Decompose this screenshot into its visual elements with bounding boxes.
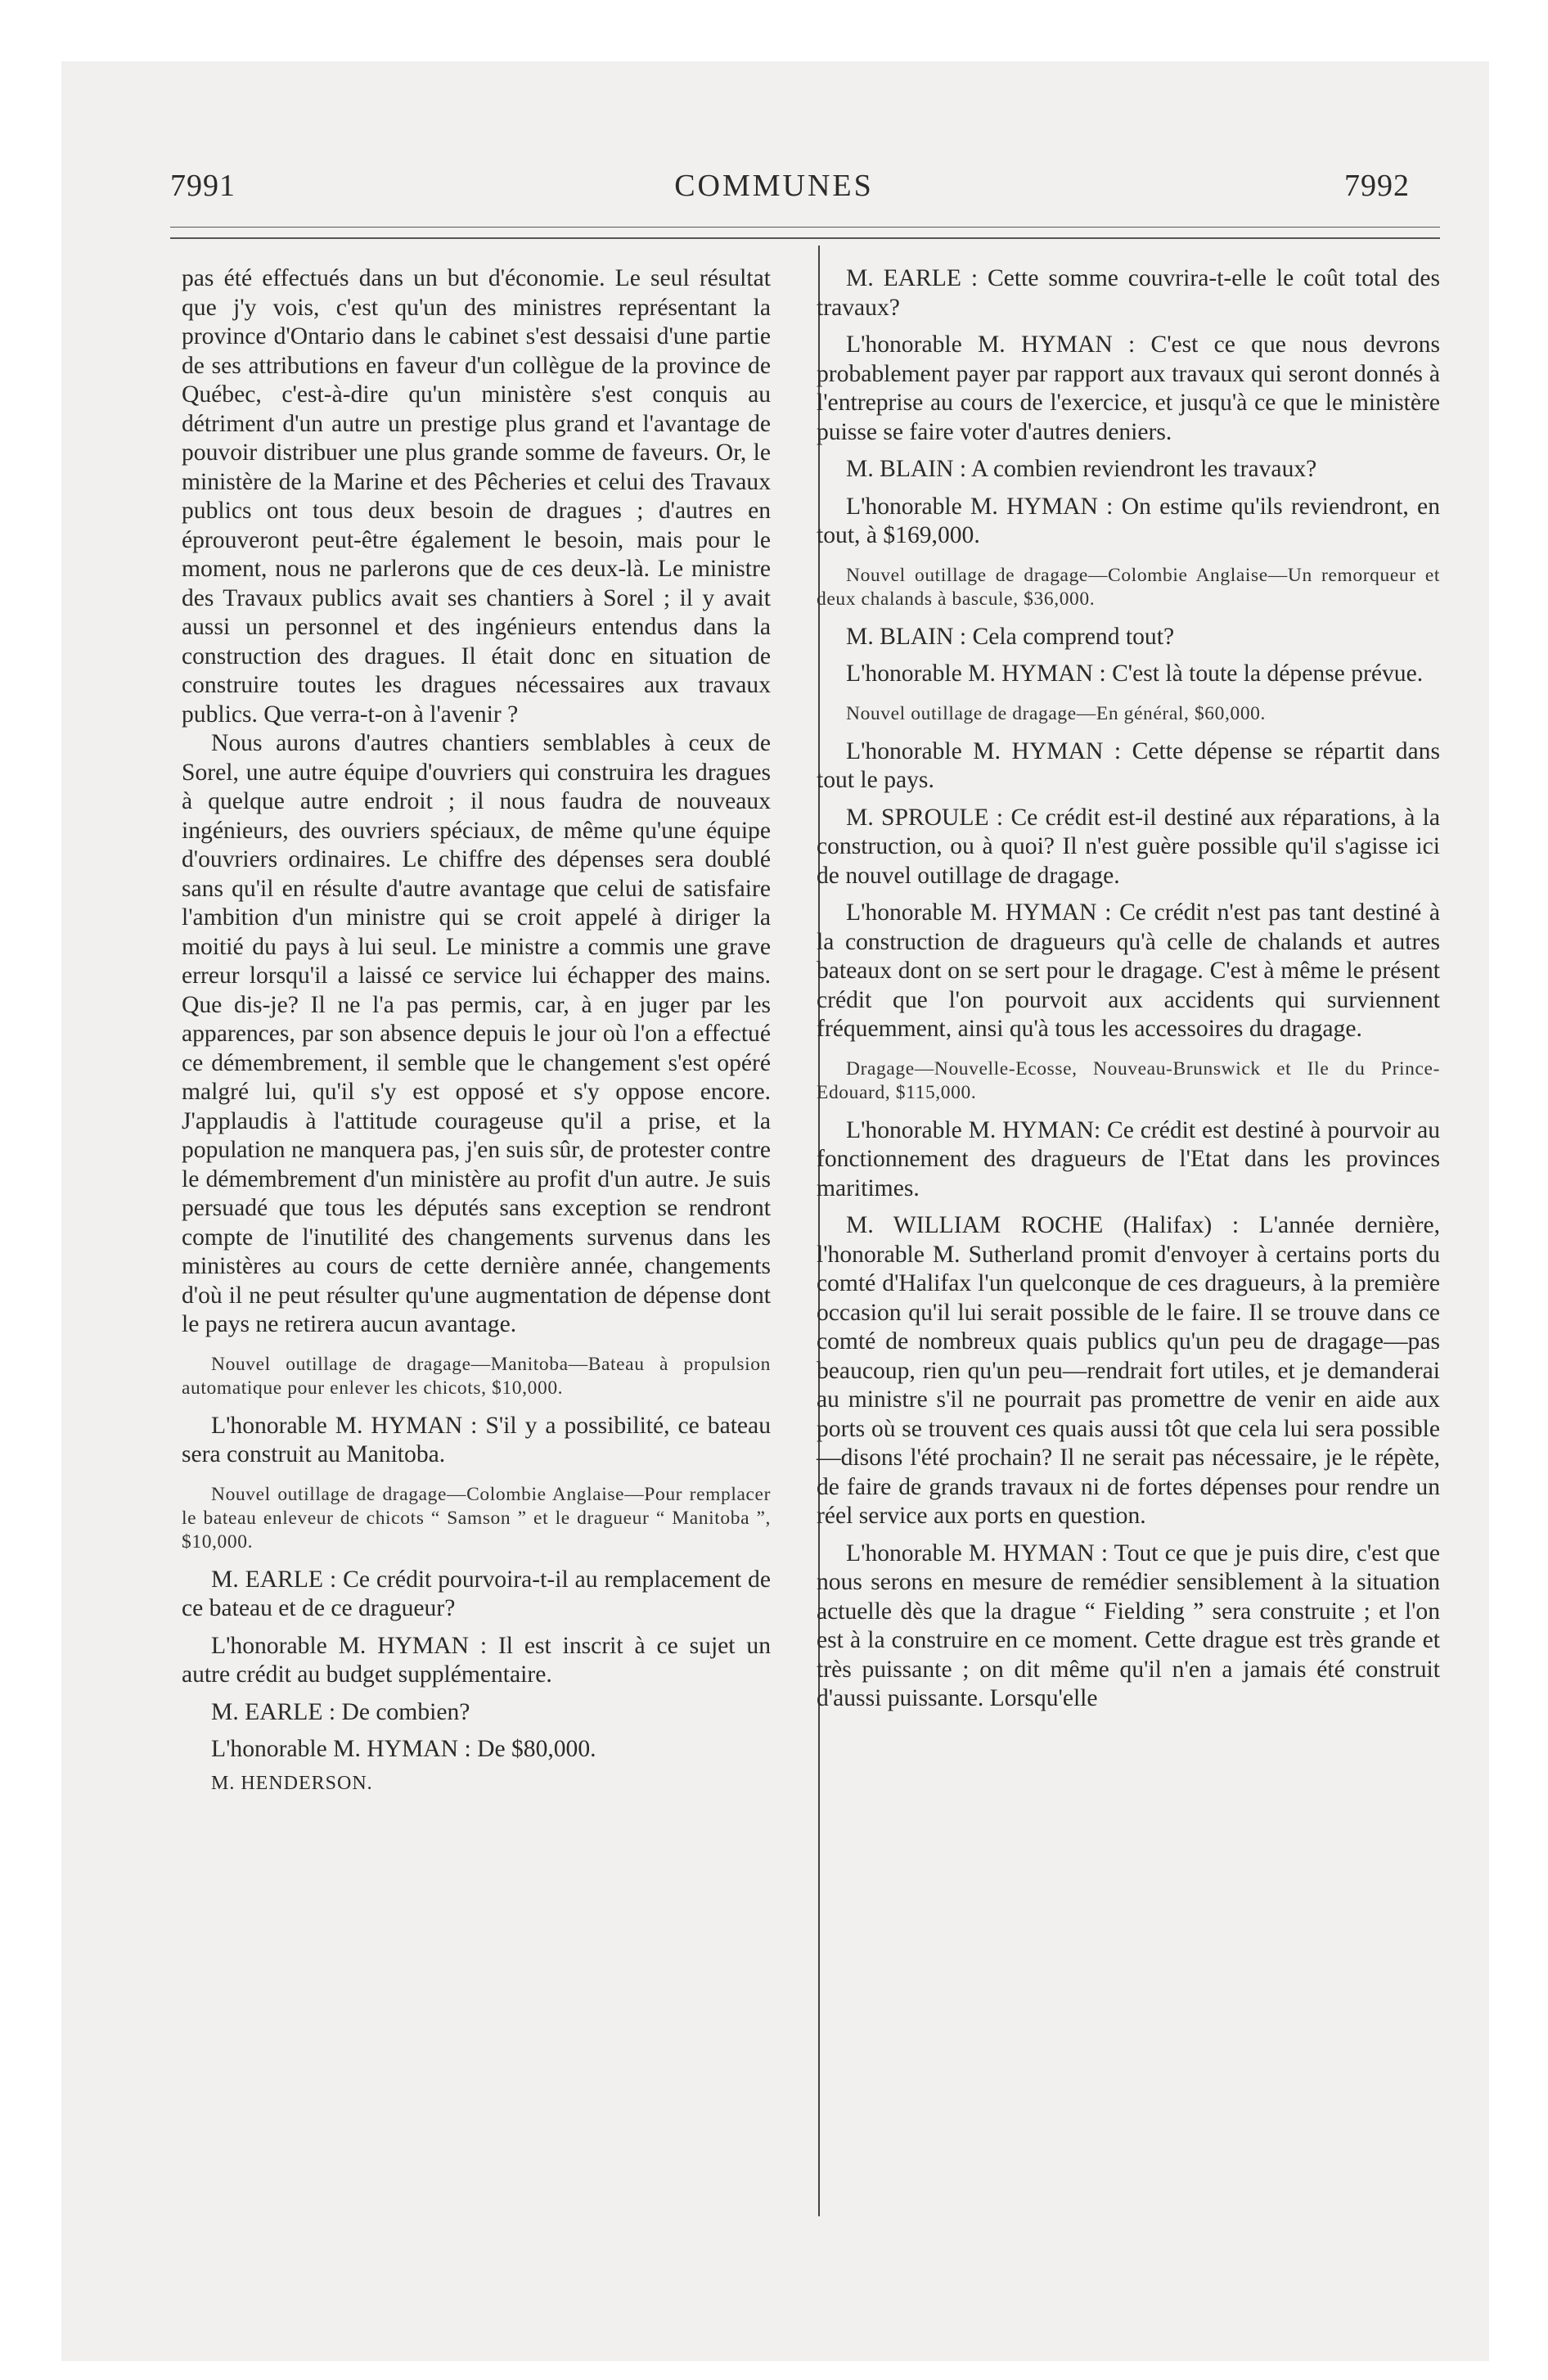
budget-item: Nouvel outillage de dragage—En général, $60,000. (846, 702, 1267, 724)
page-number-right: 7992 (1344, 169, 1410, 203)
speaker-paragraph: L'honorable M. HYMAN : C'est là toute la dépense prévue. (846, 660, 1424, 687)
speaker-paragraph: L'honorable M. HYMAN : De $80,000. (211, 1736, 596, 1762)
paragraph: Nous aurons d'autres chantiers semblables à ceux de Sorel, une autre équipe d'ouvriers qui construira les dragues à quelque autre endroit ; il nous faudra de nouveaux ingénieurs, des ouvriers spéciaux, de même qu'une équipe d'ouvriers ordinaires. Le chiffre des dépenses sera doublé sans qu'il en résulte d'autre avantage que celui de satisfaire l'ambition d'un ministre qui se croit appelé à diriger la moitié du pays à lui seul. Le ministre a commis une grave erreur lorsqu'il a laissé ce service lui échapper des mains. Que dis-je? Il ne l'a pas permis, car, à en juger par les apparences, par son absence depuis le jour où l'on a effectué ce démembrement, il semble que le changement s'est opéré malgré lui, qu'il s'y est opposé et s'y oppose encore. J'applaudis à l'attitude courageuse qu'il a prise, et la population ne manquera pas, j'en suis sûr, de protester contre le démembrement d'un ministère au profit d'un autre. Je suis persuadé que tous les députés sans exception se rendront compte de l'inutilité des changements survenus dans les ministères au cours de cette dernière année, changements d'où il ne peut résulter qu'une augmentation de dépense dont le pays ne retirera aucun avantage. (182, 730, 771, 1337)
speaker-paragraph: L'honorable M. HYMAN : On estime qu'ils reviendront, en tout, à $169,000. (817, 493, 1440, 548)
right-column (815, 264, 1440, 1714)
speaker-paragraph: M. EARLE : Ce crédit pourvoira-t-il au remplacement de ce bateau et de ce dragueur? (182, 1566, 771, 1621)
budget-item: Nouvel outillage de dragage—Colombie Anglaise—Pour remplacer le bateau enleveur de chicots “ Samson ” et le dragueur “ Manitoba ”, $10,000. (182, 1483, 771, 1553)
speaker-paragraph: M. EARLE : Cette somme couvrira-t-elle le coût total des travaux? (817, 265, 1440, 321)
header-rule-bottom (170, 237, 1440, 239)
running-title: COMMUNES (674, 169, 874, 203)
budget-item: Dragage—Nouvelle-Ecosse, Nouveau-Brunswick et Ile du Prince-Edouard, $115,000. (817, 1057, 1440, 1103)
speaker-paragraph: L'honorable M. HYMAN : S'il y a possibilité, ce bateau sera construit au Manitoba. (182, 1412, 771, 1467)
speaker-paragraph: L'honorable M. HYMAN : Ce crédit n'est pas tant destiné à la construction de dragueurs qu'à celle de chalands et autres bateaux dont on se sert pour le dragage. C'est à même le présent crédit que l'on pourvoit aux accidents qui surviennent fréquemment, ainsi qu'à tous les accessoires du dragage. (817, 899, 1440, 1042)
paragraph: pas été effectués dans un but d'économie. Le seul résultat que j'y vois, c'est qu'un des ministres représentant la province d'Ontario dans le cabinet s'est dessaisi d'une partie de ses attributions en faveur d'un collègue de la province de Québec, c'est-à-dire qu'un ministère s'est conquis au détriment d'un autre un prestige plus grand et l'avantage de pouvoir distribuer une plus grande somme de faveurs. Or, le ministère de la Marine et des Pêcheries et celui des Travaux publics ont tous deux besoin de dragues ; d'autres en éprouveront peut-être également le besoin, mais pour le moment, nous ne parlerons que de ces deux-là. Le ministre des Travaux publics avait ses chantiers à Sorel ; il y avait aussi un personnel et des ingénieurs entendus dans la construction des dragues. Il était donc en situation de construire toutes les dragues nécessaires aux travaux publics. Que verra-t-on à l'avenir ? (182, 265, 771, 728)
speaker-paragraph: L'honorable M. HYMAN : Tout ce que je puis dire, c'est que nous serons en mesure de remédier sensiblement à la situation actuelle dès que la drague “ Fielding ” sera construite ; et l'on est à la construire en ce moment. Cette drague est très grande et très puissante ; on dit même qu'il n'en a jamais été construit d'aussi puissante. Lorsqu'elle (817, 1539, 1440, 1711)
page-number-left: 7991 (170, 169, 236, 203)
speaker-footer: M. HENDERSON. (211, 1772, 373, 1794)
budget-item: Nouvel outillage de dragage—Manitoba—Bateau à propulsion automatique pour enlever les chicots, $10,000. (182, 1353, 771, 1399)
speaker-paragraph: L'honorable M. HYMAN : C'est ce que nous devrons probablement payer par rapport aux travaux qui seront donnés à l'entreprise au cours de l'exercice, et jusqu'à ce que le ministère puisse se faire voter d'autres deniers. (817, 331, 1440, 445)
speaker-paragraph: L'honorable M. HYMAN : Cette dépense se répartit dans tout le pays. (817, 737, 1440, 793)
speaker-paragraph: M. WILLIAM ROCHE (Halifax) : L'année dernière, l'honorable M. Sutherland promit d'envoyer à certains ports du comté d'Halifax l'un quelconque de ces dragueurs, à la première occasion qu'il lui serait possible de le faire. Il se trouve dans ce comté de nombreux quais publics qu'un peu de dragage—pas beaucoup, rien qu'un peu—rendrait fort utiles, et je demanderai au ministre s'il ne pourrait pas promettre de venir en aide aux ports où se trouvent ces quais aussi tôt que cela lui sera possible—disons l'été prochain? Il ne serait pas nécessaire, je le répète, de faire de grands travaux ni de fortes dépenses pour rendre un réel service aux ports en question. (817, 1212, 1440, 1529)
speaker-paragraph: M. BLAIN : A combien reviendront les travaux? (846, 456, 1317, 482)
speaker-paragraph: L'honorable M. HYMAN: Ce crédit est destiné à pourvoir au fonctionnement des dragueurs de l'Etat dans les provinces maritimes. (817, 1116, 1440, 1201)
header-rule-top (170, 227, 1440, 228)
speaker-paragraph: M. BLAIN : Cela comprend tout? (846, 623, 1175, 650)
left-column (182, 264, 771, 1798)
speaker-paragraph: M. SPROULE : Ce crédit est-il destiné aux réparations, à la construction, ou à quoi? Il n'est guère possible qu'il s'agisse ici de nouvel outillage de dragage. (817, 804, 1440, 889)
speaker-paragraph: M. EARLE : De combien? (211, 1698, 470, 1725)
speaker-paragraph: L'honorable M. HYMAN : Il est inscrit à ce sujet un autre crédit au budget supplémentaire. (182, 1632, 771, 1688)
budget-item: Nouvel outillage de dragage—Colombie Anglaise—Un remorqueur et deux chalands à bascule, $36,000. (817, 564, 1440, 610)
